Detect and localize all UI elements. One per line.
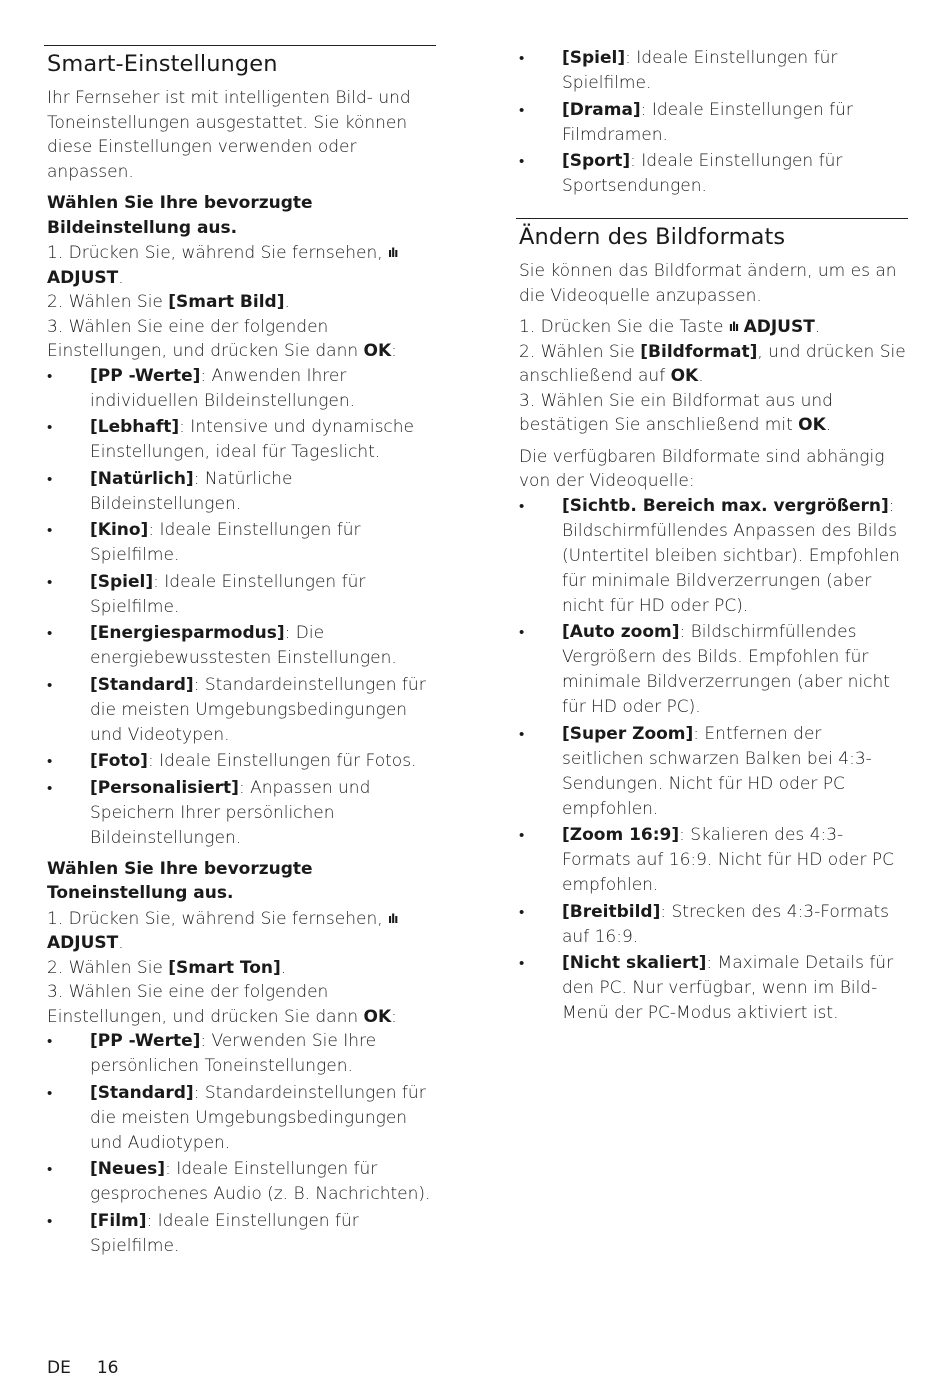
right-column [516,46,908,1032]
list-item: • [Energiesparmodus]: Die energiebewusstesten Einstellungen. [44,621,436,671]
format-step-2: 2. Wählen Sie [Bildformat], und drücken Sie anschließend auf OK. [519,341,906,386]
section-title-smart: Smart-Einstellungen [47,51,278,77]
list-item: • [Breitbild]: Strecken des 4:3-Formats auf 16:9. [516,900,908,950]
picture-step-2: 2. Wählen Sie [Smart Bild]. [47,292,290,312]
list-item: • [Neues]: Ideale Einstellungen für gesprochenes Audio (z. B. Nachrichten). [44,1157,436,1207]
list-item: • [Personalisiert]: Anpassen und Speichern Ihrer persönlichen Bildeinstellungen. [44,776,436,851]
list-item: • [Foto]: Ideale Einstellungen für Fotos. [44,749,436,774]
list-item: • [Sport]: Ideale Einstellungen für Sportsendungen. [516,149,908,199]
adjust-icon: ılı [388,911,398,926]
sound-step-3: 3. Wählen Sie eine der folgenden Einstellungen, und drücken Sie dann OK: [47,982,397,1027]
sound-options-continued-list [516,46,908,199]
list-item: • [Standard]: Standardeinstellungen für die meisten Umgebungsbedingungen und Audiotypen. [44,1081,436,1156]
page-number: 16 [96,1358,119,1378]
list-item: • [Natürlich]: Natürliche Bildeinstellungen. [44,467,436,517]
list-item: • [Super Zoom]: Entfernen der seitlichen schwarzen Balken bei 4:3-Sendungen. Nicht für HD oder PC empfohlen. [516,722,908,822]
section-rule [44,45,436,46]
list-item: • [Nicht skaliert]: Maximale Details für den PC. Nur verfügbar, wenn im Bild-Menü der PC-Modus aktiviert ist. [516,951,908,1026]
list-item: • [Auto zoom]: Bildschirmfüllendes Vergrößern des Bilds. Empfohlen für minimale Bildverzerrungen (aber nicht für HD oder PC). [516,620,908,720]
list-item: • [Kino]: Ideale Einstellungen für Spielfilme. [44,518,436,568]
page-footer [47,1356,118,1380]
list-item: • [Standard]: Standardeinstellungen für die meisten Umgebungsbedingungen und Videotypen. [44,673,436,748]
list-item: • [Zoom 16:9]: Skalieren des 4:3-Formats auf 16:9. Nicht für HD oder PC empfohlen. [516,823,908,898]
section-rule [516,218,908,219]
smart-intro: Ihr Fernseher ist mit intelligenten Bild- und Toneinstellungen ausgestattet. Sie können diese Einstellungen verwenden oder anpassen. [47,88,411,182]
left-column [44,45,436,1265]
sound-step-2: 2. Wählen Sie [Smart Ton]. [47,957,287,978]
list-item: • [PP -Werte]: Verwenden Sie Ihre persönlichen Toneinstellungen. [44,1029,436,1079]
list-item: • [Lebhaft]: Intensive und dynamische Einstellungen, ideal für Tageslicht. [44,415,436,465]
list-item: • [Drama]: Ideale Einstellungen für Filmdramen. [516,98,908,148]
adjust-icon: ılı [388,246,398,260]
adjust-icon: ılı [728,320,739,334]
picture-step-3: 3. Wählen Sie eine der folgenden Einstellungen, und drücken Sie dann OK: [47,316,397,361]
language-code: DE [47,1358,71,1378]
section-title-format: Ändern des Bildformats [519,224,786,250]
sound-step-1: 1. Drücken Sie, während Sie fernsehen, ılı ADJUST. [47,908,398,953]
picture-step-1: 1. Drücken Sie, während Sie fernsehen, ılı ADJUST. [47,243,398,288]
sound-options-list [44,1029,436,1259]
list-item: • [PP -Werte]: Anwenden Ihrer individuellen Bildeinstellungen. [44,364,436,414]
sound-heading: Wählen Sie Ihre bevorzugte Toneinstellung aus. [47,858,313,903]
picture-heading: Wählen Sie Ihre bevorzugte Bildeinstellung aus. [47,193,313,238]
list-item: • [Spiel]: Ideale Einstellungen für Spielfilme. [516,46,908,96]
list-item: • [Sichtb. Bereich max. vergrößern]: Bildschirmfüllendes Anpassen des Bilds (Untertitel bleiben sichtbar). Empfohlen für minimale Bildverzerrungen (aber nicht für HD oder PC). [516,494,908,619]
list-item: • [Spiel]: Ideale Einstellungen für Spielfilme. [44,570,436,620]
format-step-3: 3. Wählen Sie ein Bildformat aus und bestätigen Sie anschließend mit OK. [519,390,833,435]
format-step-1: 1. Drücken Sie die Taste ılı ADJUST. [519,315,908,340]
list-item: • [Film]: Ideale Einstellungen für Spielfilme. [44,1209,436,1259]
format-intro: Sie können das Bildformat ändern, um es an die Videoquelle anzupassen. [519,261,897,306]
picture-options-list [44,364,436,851]
format-options-list [516,494,908,1027]
formats-intro: Die verfügbaren Bildformate sind abhängig von der Videoquelle: [519,446,885,491]
